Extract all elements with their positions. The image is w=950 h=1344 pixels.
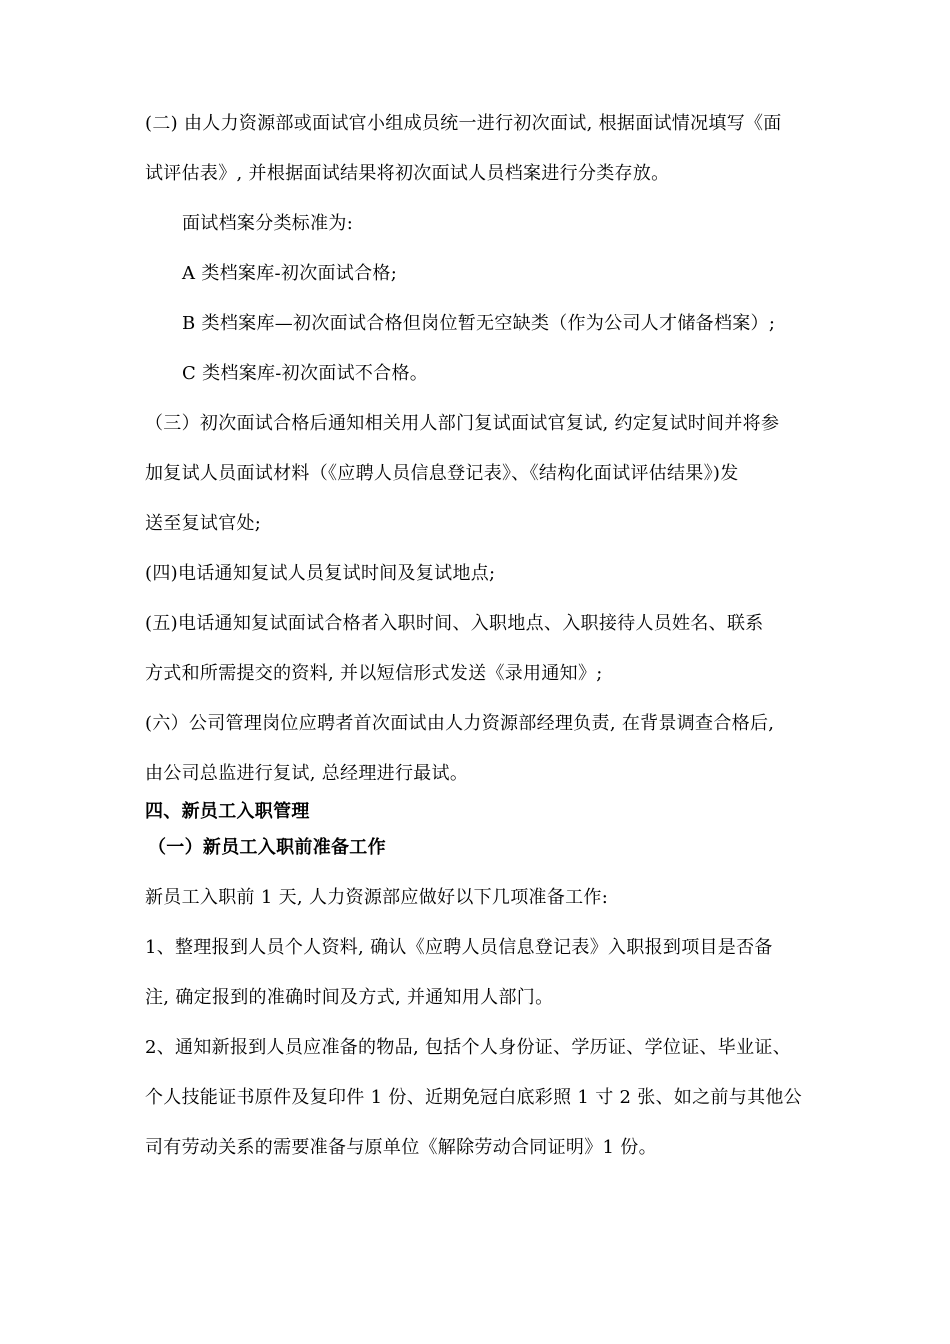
paragraph-3-line-2: 加复试人员面试材料（《应聘人员信息登记表》、《结构化面试评估结果》)发 — [145, 463, 739, 484]
paragraph-2-line-2: 试评估表》, 并根据面试结果将初次面试人员档案进行分类存放。 — [145, 163, 670, 184]
archive-class-a: A 类档案库-初次面试合格; — [182, 263, 398, 284]
paragraph-2-line-1: (二) 由人力资源部或面试官小组成员统一进行初次面试, 根据面试情况填写《面 — [145, 113, 782, 134]
item-1-line-1: 1、整理报到人员个人资料, 确认《应聘人员信息登记表》入职报到项目是否备 — [145, 937, 773, 958]
paragraph-4: (四)电话通知复试人员复试时间及复试地点; — [145, 563, 496, 584]
item-2-line-1: 2、通知新报到人员应准备的物品, 包括个人身份证、学历证、学位证、毕业证、 — [145, 1037, 791, 1058]
archive-standard-intro: 面试档案分类标准为: — [182, 213, 354, 234]
item-2-line-3: 司有劳动关系的需要准备与原单位《解除劳动合同证明》1 份。 — [145, 1137, 657, 1158]
archive-class-c: C 类档案库-初次面试不合格。 — [182, 363, 429, 384]
preparation-intro: 新员工入职前 1 天, 人力资源部应做好以下几项准备工作: — [145, 887, 609, 908]
paragraph-5-line-2: 方式和所需提交的资料, 并以短信形式发送《录用通知》; — [145, 663, 603, 684]
archive-class-b: B 类档案库—初次面试合格但岗位暂无空缺类（作为公司人才储备档案）; — [182, 313, 776, 334]
paragraph-6-line-1: (六）公司管理岗位应聘者首次面试由人力资源部经理负责, 在背景调查合格后, — [145, 713, 775, 734]
item-1-line-2: 注, 确定报到的准确时间及方式, 并通知用人部门。 — [145, 987, 554, 1008]
section-heading-4: 四、新员工入职管理 — [145, 801, 310, 822]
paragraph-5-line-1: (五)电话通知复试面试合格者入职时间、入职地点、入职接待人员姓名、联系 — [145, 613, 764, 634]
paragraph-3-line-1: （三）初次面试合格后通知相关用人部门复试面试官复试, 约定复试时间并将参 — [145, 413, 780, 434]
subsection-heading-1: （一）新员工入职前准备工作 — [148, 837, 386, 858]
paragraph-3-line-3: 送至复试官处; — [145, 513, 262, 534]
item-2-line-2: 个人技能证书原件及复印件 1 份、近期免冠白底彩照 1 寸 2 张、如之前与其他公 — [145, 1087, 802, 1108]
paragraph-6-line-2: 由公司总监进行复试, 总经理进行最试。 — [145, 763, 469, 784]
